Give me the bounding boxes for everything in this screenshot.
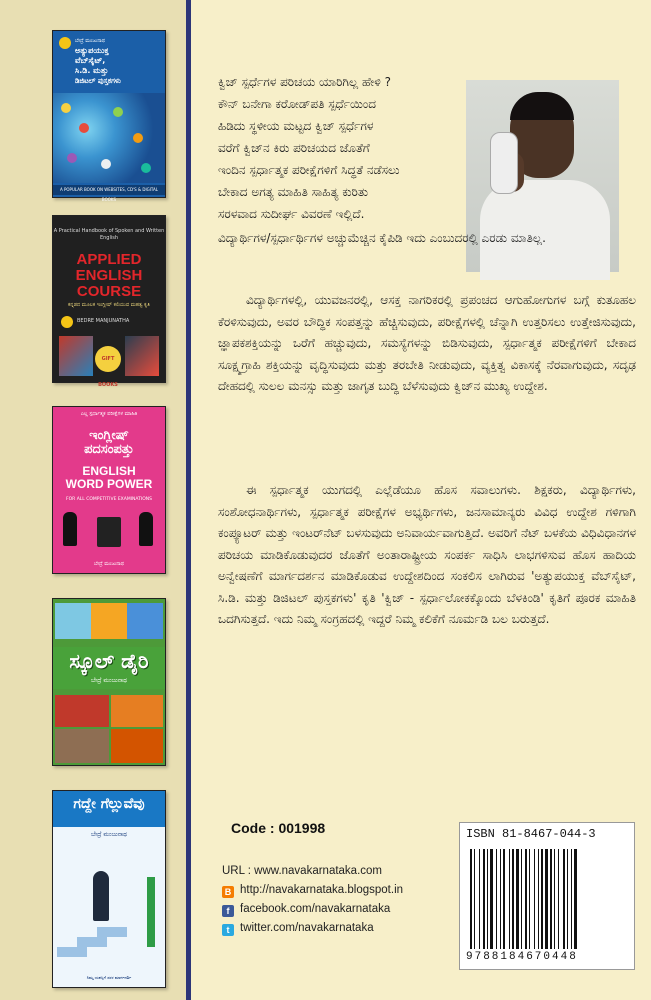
gift-books-badge: GIFT BOOKS xyxy=(95,346,121,372)
intro-tail: ವಿದ್ಯಾರ್ಥಿಗಳ/ಸ್ಪರ್ಧಾರ್ಥಿಗಳ ಅಚ್ಚುಮೆಚ್ಚಿನ ಕೈಪಿಡಿ ಇದು ಎಂಬುದರಲ್ಲಿ ಎರಡು ಮಾತಿಲ್ಲ. xyxy=(218,231,546,245)
book-3-kannada-title xyxy=(53,429,165,457)
photo-tile xyxy=(127,603,163,639)
book-cover-applied-english xyxy=(52,215,166,388)
book-1-title-line: ಸಿ.ಡಿ. ಮತ್ತು xyxy=(75,66,109,75)
vertical-rule xyxy=(186,0,191,1000)
photo-tile xyxy=(55,695,109,727)
barcode-bar xyxy=(516,849,519,949)
blog-link-text[interactable]: http://navakarnataka.blogspot.in xyxy=(240,884,404,896)
book-2-thumb-right xyxy=(125,336,159,376)
intro-line: ಸರಳವಾದ ಸುದೀರ್ಘ ವಿವರಣೆ ಇಲ್ಲಿದೆ. xyxy=(218,207,365,221)
barcode-bar xyxy=(503,849,505,949)
book-2-title-line: COURSE xyxy=(76,283,142,300)
figure-icon xyxy=(63,512,77,546)
book-1-title-line: ಡಿಜಿಟಲ್ ಪುಸ್ತಕಗಳು xyxy=(75,77,121,85)
photo-tile xyxy=(111,729,163,763)
barcode-bar xyxy=(545,849,548,949)
book-3-english-title xyxy=(53,465,165,491)
book-cover-gadde-gelluvevu xyxy=(52,790,166,988)
book-1-footer: A POPULAR BOOK ON WEBSITES, CD'S & DIGITAL BOOKS xyxy=(53,185,165,195)
intro-line: ಹಿಡಿದು ಸ್ಥಳೀಯ ಮಟ್ಟದ ಕ್ವಿಜ್ ಸ್ಪರ್ಧೆಗಳ xyxy=(218,119,374,133)
book-2-title-line: APPLIED xyxy=(76,251,142,268)
stair-step xyxy=(77,937,107,947)
facebook-link-text[interactable]: facebook.com/navakarnataka xyxy=(240,903,391,915)
businessman-icon xyxy=(93,871,109,921)
photo-tile xyxy=(55,603,91,639)
barcode-bar xyxy=(509,849,510,949)
barcode-number: 9788184670448 xyxy=(466,951,578,963)
book-2-title xyxy=(53,252,165,300)
body-paragraph-2: ವಿದ್ಯಾರ್ಥಿಗಳಲ್ಲಿ, ಯುವಜನರಲ್ಲಿ, ಆಸಕ್ತ ನಾಗರಿಕರಲ್ಲಿ ಪ್ರಪಂಚದ ಆಗುಹೋಗುಗಳ ಬಗ್ಗೆ ಕುತೂಹಲ ಕೆರಳಿಸುವುದು, ಅವರ ಬೌದ್ಧಿಕ ಸಂಪತ್ತನ್ನು ಹೆಚ್ಚಿಸುವುದು, ಪರೀಕ್ಷೆಗಳಲ್ಲಿ ಚೆನ್ನಾಗಿ ಉತ್ತರಿಸಲು ಉತ್ತೇಜಿಸುವುದು, ಜ್ಞಾಪಕಶಕ್ತಿಯನ್ನು ಒರೆಗೆ ಹಚ್ಚುವುದು, ಸಮಸ್ಯೆಗಳನ್ನು ಬಿಡಿಸುವುದು, ಸ್ಪರ್ಧಾತ್ಮಕ ಪರೀಕ್ಷೆಗಳಿಗೆ ಬೇಕಾದ ಸೂಕ್ಷ್ಮಗ್ರಾಹಿ ಶಕ್ತಿಯನ್ನು ವೃದ್ಧಿಸುವುದು ಮತ್ತು ತರಬೇತಿ ನೀಡುವುದು, ವ್ಯಕ್ತಿತ್ವ ವಿಕಾಸಕ್ಕೆ ನೆರವಾಗುವುದು, ಸದೃಢ ದೇಹದಲ್ಲಿ ಸುಲಲ ಮನಸ್ಸು ಮತ್ತು ಜಾಗೃತ ಬುದ್ಧಿ ಬೆಳೆಸುವುದು ಕ್ವಿಜ್‌ನ ಮುಖ್ಯ ಉದ್ದೇಶ. xyxy=(218,293,636,393)
barcode-bar xyxy=(483,849,485,949)
twitter-link-text[interactable]: twitter.com/navakarnataka xyxy=(240,922,374,934)
book-3-kannada-title-line: ಇಂಗ್ಲೀಷ್ xyxy=(89,428,129,443)
book-3-top-line: ಎಲ್ಲ ಸ್ಪರ್ಧಾತ್ಮಕ ಪರೀಕ್ಷೆಗಳ ಮಾಹಿತಿ xyxy=(80,411,138,417)
book-1-title-block xyxy=(75,37,161,86)
photo-tile xyxy=(55,729,109,763)
photo-tile xyxy=(91,603,127,639)
book-3-kannada-title-line: ಪದಸಂಪತ್ತು xyxy=(84,442,134,457)
book-cover-school-diary xyxy=(52,598,166,766)
book-2-author: BEDRE MANJUNATHA xyxy=(77,318,130,324)
book-1-title-line: ವೆಬ್‌ಸೈಟ್, xyxy=(75,56,106,65)
barcode-bar xyxy=(521,849,522,949)
product-code: Code : 001998 xyxy=(231,820,326,836)
barcode-bar xyxy=(500,849,501,949)
photo-hair xyxy=(510,92,574,120)
barcode-bar xyxy=(474,849,475,949)
barcode-bar xyxy=(512,849,514,949)
publisher-logo-icon xyxy=(59,37,71,49)
book-1-author: ಬೇದ್ರೆ ಮಂಜುನಾಥ xyxy=(75,38,105,44)
intro-line: ಕೌನ್ ಬನೇಗಾ ಕರೋಡ್‌ಪತಿ ಸ್ಪರ್ಧೆಯಿಂದ xyxy=(218,97,376,111)
figure-icon xyxy=(139,512,153,546)
barcode-bar xyxy=(525,849,527,949)
barcode-bar xyxy=(534,849,535,949)
growth-arrow-icon xyxy=(147,877,155,947)
book-cover-english-word-power xyxy=(52,406,166,574)
book-3-author: ಬೇದ್ರೆ ಮಂಜುನಾಥ xyxy=(94,561,124,567)
barcode-bar xyxy=(487,849,488,949)
book-5-title: ಗದ್ದೇ ಗೆಲ್ಲುವೆವು xyxy=(73,796,145,812)
barcode xyxy=(470,849,624,949)
barcode-bar xyxy=(574,849,577,949)
twitter-link[interactable] xyxy=(222,922,374,936)
publisher-logo-icon xyxy=(61,316,73,328)
isbn-label: ISBN 81-8467-044-3 xyxy=(466,827,596,841)
book-cover-websites xyxy=(52,30,166,202)
barcode-bar xyxy=(558,849,559,949)
barcode-bar xyxy=(496,849,497,949)
intro-line: ವರೆಗೆ ಕ್ವಿಜ್‌ನ ಕಿರು ಪರಿಚಯದ ಜೊತೆಗೆ xyxy=(218,141,370,155)
book-5-author: ಬೇದ್ರೆ ಮಂಜುನಾಥ xyxy=(91,831,127,838)
book-3-subtitle: FOR ALL COMPETITIVE EXAMINATIONS xyxy=(66,497,152,502)
stair-step xyxy=(97,927,127,937)
barcode-bar xyxy=(567,849,568,949)
book-3-title-line: ENGLISH xyxy=(82,464,136,478)
magic-hat-icon xyxy=(97,517,121,547)
barcode-bar xyxy=(541,849,543,949)
book-4-author: ಬೇದ್ರೆ ಮಂಜುನಾಥ xyxy=(91,677,127,684)
facebook-link[interactable] xyxy=(222,903,390,917)
phone-icon xyxy=(490,132,518,194)
book-3-title-line: WORD POWER xyxy=(65,477,153,491)
book-4-title: ಸ್ಕೂಲ್ ಡೈರಿ xyxy=(69,649,149,673)
facebook-icon: f xyxy=(222,905,234,917)
book-1-title-line: ಅತ್ಯುಪಯುಕ್ತ xyxy=(75,46,109,55)
twitter-icon: t xyxy=(222,924,234,936)
barcode-bar xyxy=(490,849,493,949)
isbn-barcode-box xyxy=(459,822,635,970)
intro-line: ಇಂದಿನ ಸ್ಪರ್ಧಾತ್ಮಕ ಪರೀಕ್ಷೆಗಳಿಗೆ ಸಿದ್ಧತೆ ನಡೆಸಲು xyxy=(218,163,400,177)
blog-icon: B xyxy=(222,886,234,898)
intro-line: ಕ್ವಿಜ್ ಸ್ಪರ್ಧೆಗಳ ಪರಿಚಯ ಯಾರಿಗಿಲ್ಲ ಹೇಳಿ ? xyxy=(218,75,391,89)
barcode-bar xyxy=(479,849,480,949)
book-2-thumb-left xyxy=(59,336,93,376)
barcode-bar xyxy=(538,849,539,949)
book-5-footer: ನಿಮ್ಮ ಯಶಸ್ಸಿಗೆ ಸರಳ ಮಾರ್ಗದರ್ಶಿ xyxy=(86,975,132,980)
barcode-bar xyxy=(470,849,472,949)
book-1-illustration xyxy=(53,93,165,183)
barcode-bar xyxy=(554,849,555,949)
intro-line: ಬೇಕಾದ ಅಗತ್ಯ ಮಾಹಿತಿ ಸಾಹಿತ್ಯ ಕುರಿತು xyxy=(218,185,369,199)
body-paragraph-3: ಈ ಸ್ಪರ್ಧಾತ್ಮಕ ಯುಗದಲ್ಲಿ ಎಲ್ಲೆಡೆಯೂ ಹೊಸ ಸವಾಲುಗಳು. ಶಿಕ್ಷಕರು, ವಿದ್ಯಾರ್ಥಿಗಳು, ಸಂಶೋಧನಾರ್ಥಿಗಳು, ಸ್ಪರ್ಧಾತ್ಮಕ ಪರೀಕ್ಷೆಗಳ ಅಭ್ಯರ್ಥಿಗಳು, ಜನಸಾಮಾನ್ಯರು ವಿವಿಧ ಉದ್ದೇಶ ಗಳಿಗಾಗಿ ಕಂಪ್ಯೂಟರ್ ಮತ್ತು ಇಂಟರ್‌ನೆಟ್ ಬಳಸುವುದು ಅನಿವಾರ್ಯವಾಗುತ್ತಿದೆ. ಅವರಿಗೆ ನೆಟ್ ಬಳಕೆಯ ವಿಧಿವಿಧಾನಗಳ ಪರಿಚಯ ಮಾಡಿಕೊಡುವುದರ ಜೊತೆಗೆ ಅಂತಾರಾಷ್ಟ್ರೀಯ ಸಂಪರ್ಕ ಸಾಧಿಸಿ ಲಾಭಗಳಿಸುವ ಹೊಸ ಹಾದಿಯ ಅನ್ವೇಷಣೆಗೆ ಮಾರ್ಗದರ್ಶನ ಮಾಡಿಕೊಡುವ ಉದ್ದೇಶದಿಂದ ಸಂಕಲಿಸ ಲಾಗಿರುವ 'ಅತ್ಯುಪಯುಕ್ತ ವೆಬ್‌ಸೈಟ್, ಸಿ.ಡಿ. ಮತ್ತು ಡಿಜಿಟಲ್ ಪುಸ್ತಕಗಳು' ಕೃತಿ 'ಕ್ವಿಜ್ - ಸ್ಪರ್ಧಾಲೋಕಕ್ಕೊಂದು ಬೆಳಕಿಂಡಿ' ಕೃತಿಗೆ ಪೂರಕ ಮಾಹಿತಿ ಒದಗಿಸುತ್ತದೆ. ಇದು ನಿಮ್ಮ ಸಂಗ್ರಹದಲ್ಲಿ ಇದ್ದರೆ ನಿಮ್ಮ ಕಲಿಕೆಗೆ ನೂರ್ಮಡಿ ಬಲ ಬರುತ್ತದೆ. xyxy=(218,483,636,626)
barcode-bar xyxy=(571,849,572,949)
photo-tile xyxy=(111,695,163,727)
blog-link[interactable] xyxy=(222,884,403,898)
barcode-bar xyxy=(563,849,565,949)
book-2-title-line: ENGLISH xyxy=(75,267,143,284)
stair-step xyxy=(57,947,87,957)
website-url: URL : www.navakarnataka.com xyxy=(222,865,383,877)
barcode-bar xyxy=(550,849,552,949)
book-2-kannada-sub: ಕನ್ನಡದ ಮೂಲಕ ಇಂಗ್ಲೀಷ್ ಕಲಿಯುವ ಮಹತ್ವ ಕೃತಿ xyxy=(68,302,150,308)
barcode-bar xyxy=(529,849,530,949)
book-2-subtitle: A Practical Handbook of Spoken and Written English xyxy=(53,228,165,241)
